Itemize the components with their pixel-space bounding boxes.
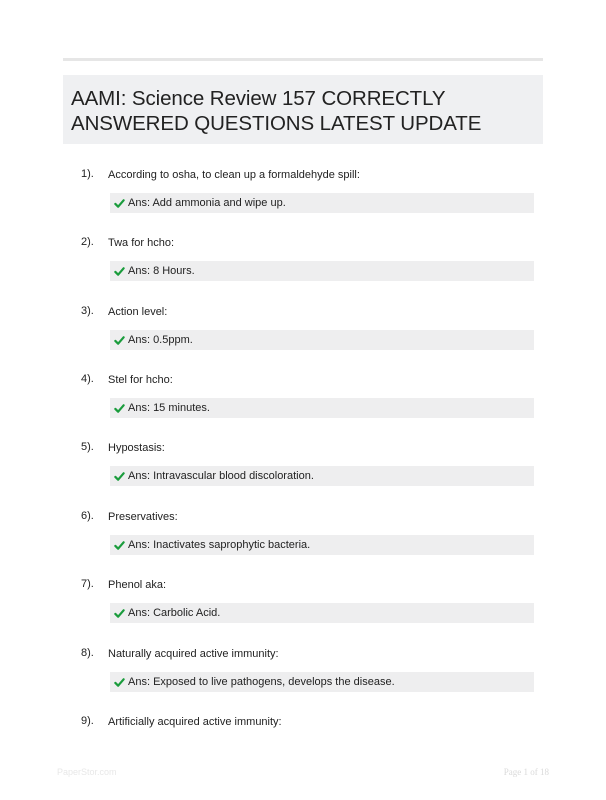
question-text: Phenol aka: <box>108 579 167 591</box>
question-number: 7). <box>81 578 94 590</box>
question-item <box>0 510 606 570</box>
question-number: 2). <box>81 236 94 248</box>
question-item <box>0 236 606 296</box>
question-number: 4). <box>81 373 94 385</box>
answer-text: Ans: Exposed to live pathogens, develops the disease. <box>128 676 395 688</box>
answer-box <box>110 330 534 350</box>
answer-text: Ans: 8 Hours. <box>128 265 195 277</box>
check-icon <box>114 266 125 277</box>
question-text: Twa for hcho: <box>108 237 175 249</box>
question-text: Preservatives: <box>108 511 178 523</box>
answer-box <box>110 398 534 418</box>
answer-text: Ans: Inactivates saprophytic bacteria. <box>128 539 311 551</box>
question-number: 5). <box>81 441 94 453</box>
question-text: Hypostasis: <box>108 442 165 454</box>
answer-box <box>110 672 534 692</box>
question-number: 1). <box>81 168 94 180</box>
check-icon <box>114 540 125 551</box>
answer-box <box>110 466 534 486</box>
answer-text: Ans: Intravascular blood discoloration. <box>128 470 314 482</box>
page-title: AAMI: Science Review 157 CORRECTLY ANSWERED QUESTIONS LATEST UPDATE <box>71 87 482 135</box>
footer-watermark: PaperStor.com <box>57 767 117 777</box>
question-number: 9). <box>81 715 94 727</box>
question-item <box>0 715 606 775</box>
page-number: Page 1 of 18 <box>503 767 549 777</box>
question-text: According to osha, to clean up a formaldehyde spill: <box>108 169 360 181</box>
question-item <box>0 578 606 638</box>
answer-box <box>110 193 534 213</box>
answer-text: Ans: 0.5ppm. <box>128 334 193 346</box>
answer-box <box>110 261 534 281</box>
question-number: 6). <box>81 510 94 522</box>
question-text: Naturally acquired active immunity: <box>108 648 279 660</box>
answer-text: Ans: Add ammonia and wipe up. <box>128 197 286 209</box>
answer-text: Ans: Carbolic Acid. <box>128 607 221 619</box>
question-number: 8). <box>81 647 94 659</box>
question-item <box>0 305 606 365</box>
answer-box <box>110 603 534 623</box>
check-icon <box>114 677 125 688</box>
check-icon <box>114 403 125 414</box>
title-banner <box>63 75 543 144</box>
answer-box <box>110 535 534 555</box>
question-text: Stel for hcho: <box>108 374 173 386</box>
answer-text: Ans: 15 minutes. <box>128 402 210 414</box>
question-number: 3). <box>81 305 94 317</box>
top-divider <box>63 58 543 61</box>
check-icon <box>114 198 125 209</box>
question-item <box>0 373 606 433</box>
question-item <box>0 441 606 501</box>
check-icon <box>114 608 125 619</box>
question-text: Artificially acquired active immunity: <box>108 716 282 728</box>
question-text: Action level: <box>108 306 168 318</box>
check-icon <box>114 335 125 346</box>
question-item <box>0 168 606 228</box>
check-icon <box>114 471 125 482</box>
question-item <box>0 647 606 707</box>
